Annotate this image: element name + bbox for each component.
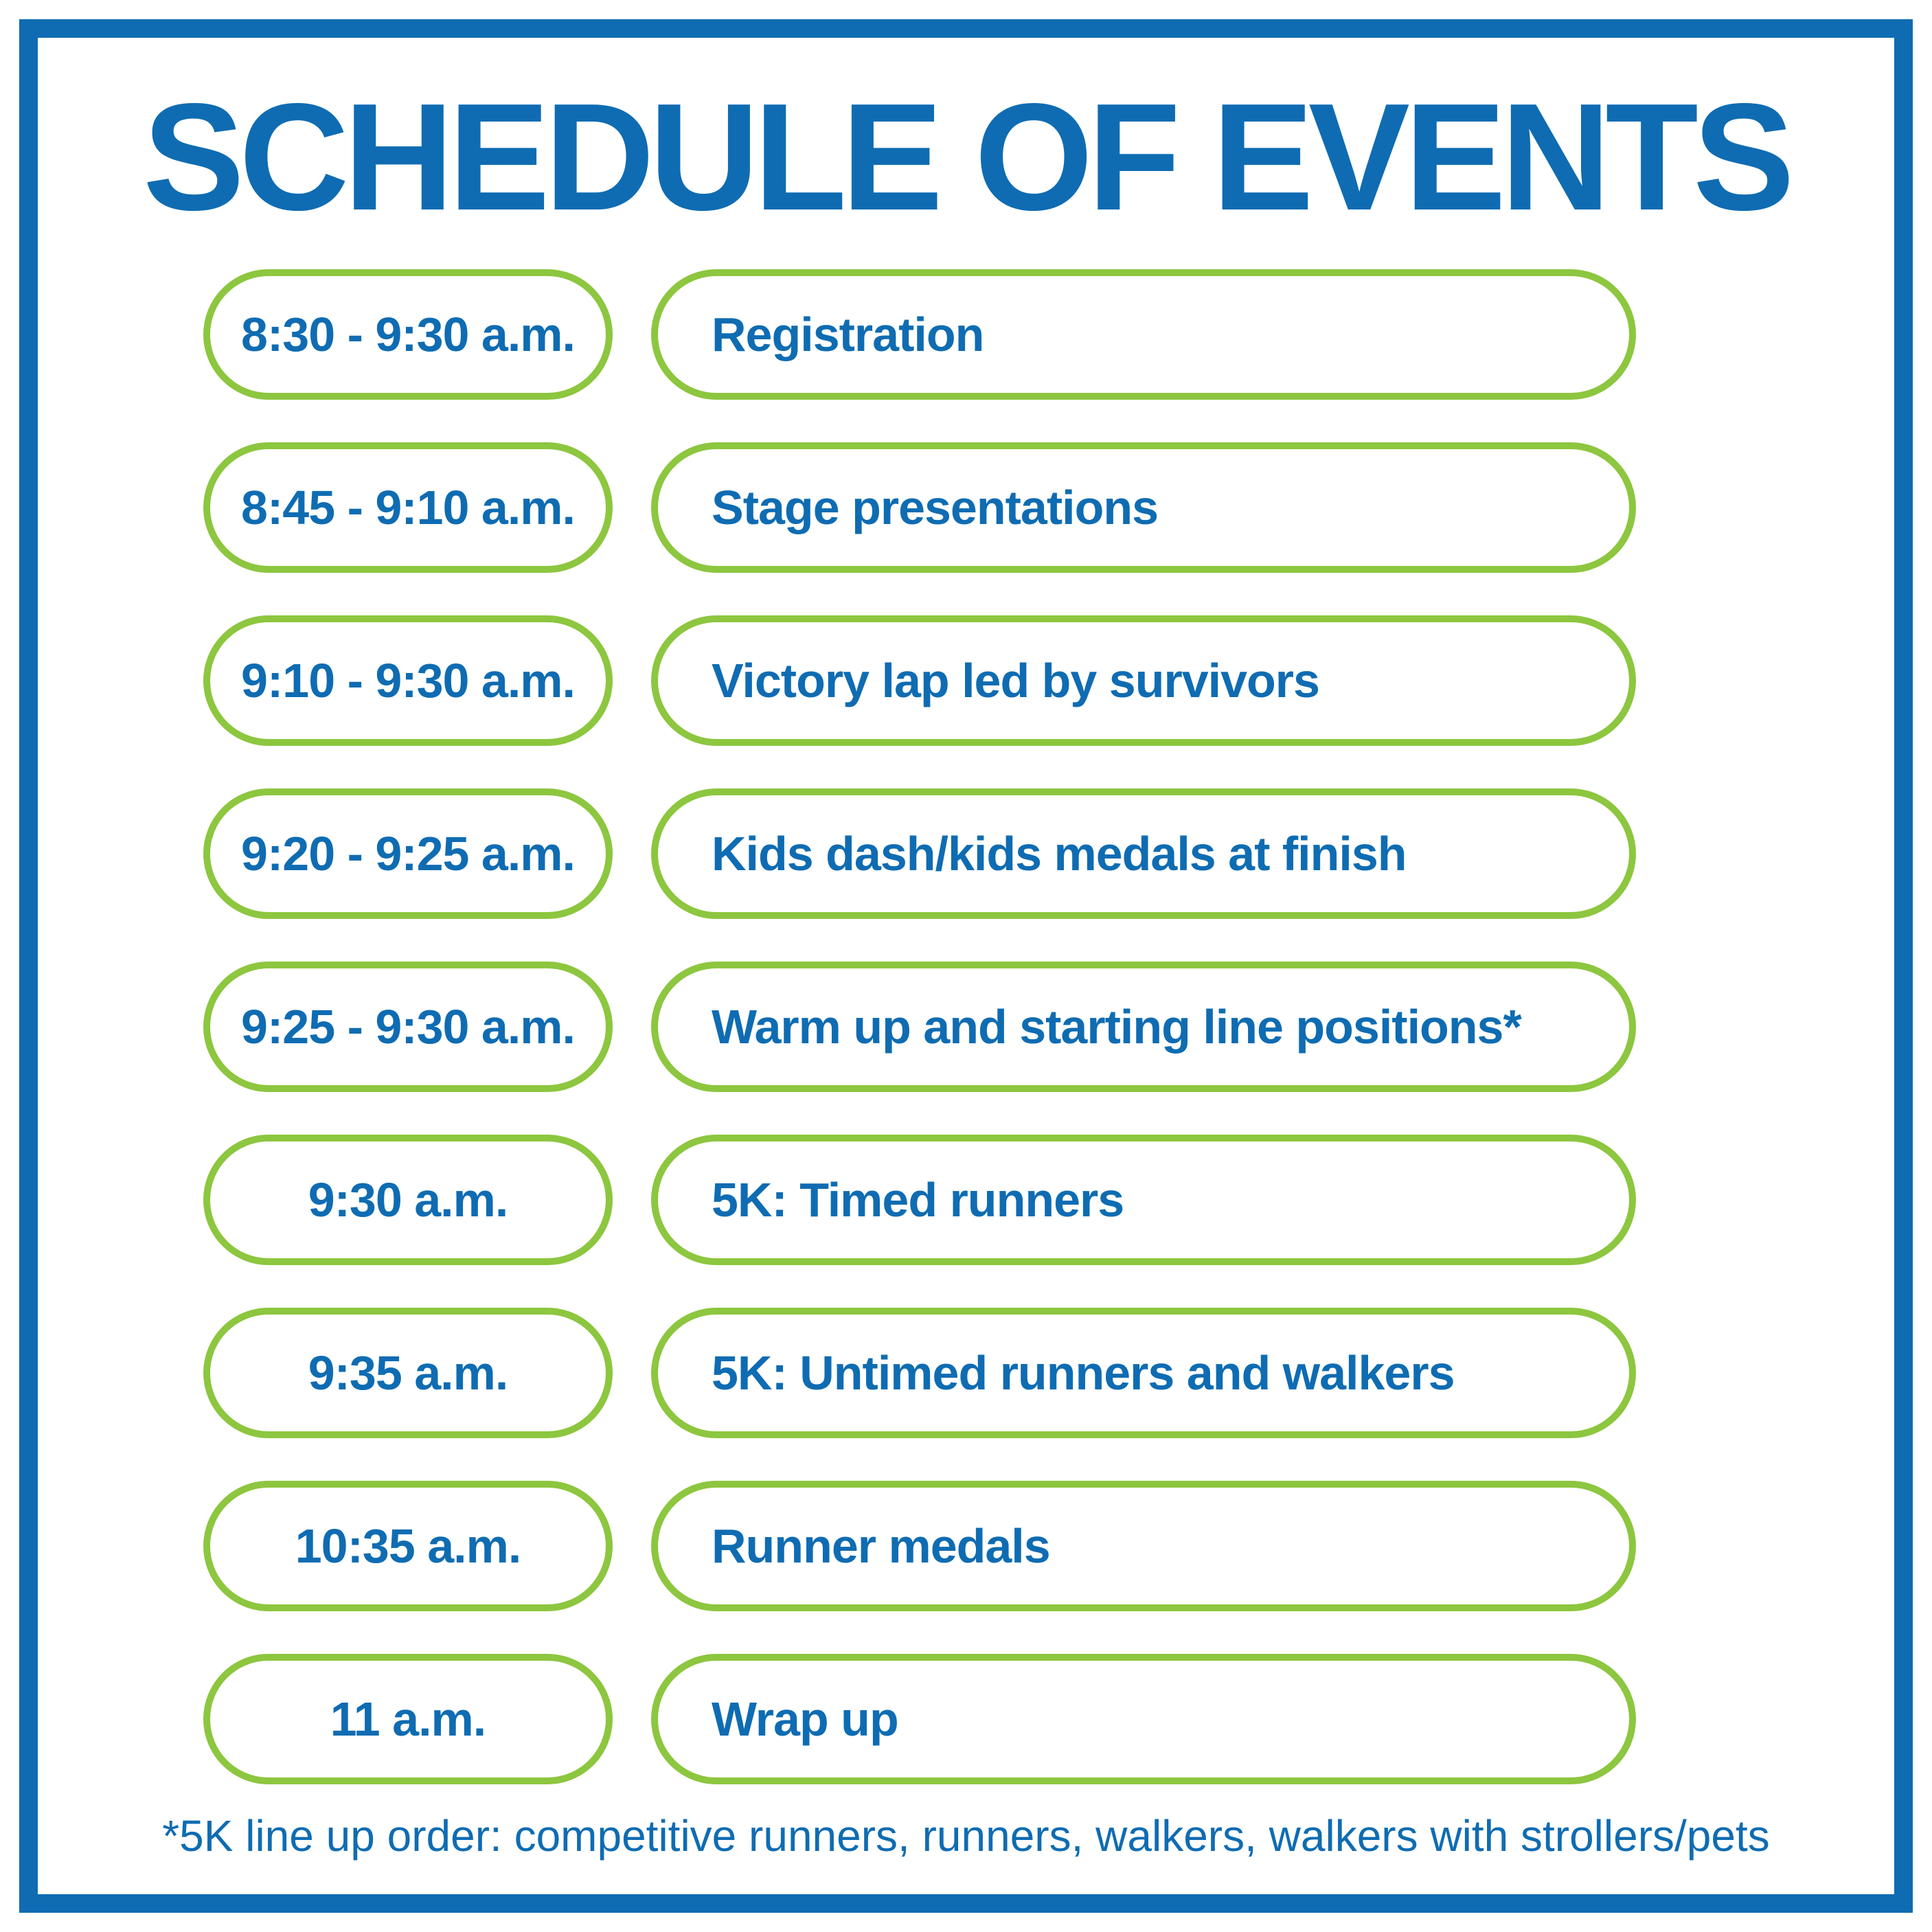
schedule-list [203,269,1636,1827]
time-label: 9:20 - 9:25 a.m. [241,827,575,880]
event-label: Runner medals [712,1519,1050,1573]
time-label: 9:35 a.m. [308,1346,508,1400]
schedule-row [203,1481,1636,1611]
time-pill [203,788,613,919]
time-pill [203,615,613,746]
schedule-row [203,788,1636,919]
event-pill [651,962,1636,1092]
schedule-row [203,1308,1636,1438]
time-label: 9:25 - 9:30 a.m. [241,1000,575,1054]
time-label: 11 a.m. [330,1692,486,1746]
event-pill [651,788,1636,919]
event-label: Registration [712,308,984,361]
schedule-row [203,442,1636,573]
schedule-row [203,962,1636,1092]
time-pill [203,962,613,1092]
schedule-row [203,615,1636,746]
time-label: 8:30 - 9:30 a.m. [241,308,575,361]
time-label: 9:30 a.m. [308,1173,508,1227]
event-label: Kids dash/kids medals at finish [712,827,1407,880]
schedule-row [203,1654,1636,1784]
event-pill [651,1654,1636,1784]
time-pill [203,1308,613,1438]
schedule-row [203,269,1636,400]
event-pill [651,1481,1636,1611]
time-pill [203,1481,613,1611]
event-pill [651,1135,1636,1265]
time-pill [203,442,613,573]
time-pill [203,1654,613,1784]
event-label: Victory lap led by survivors [712,654,1319,707]
time-pill [203,1135,613,1265]
event-label: Warm up and starting line positions* [712,1000,1521,1054]
event-label: Wrap up [712,1692,898,1746]
event-label: 5K: Timed runners [712,1173,1124,1227]
footnote: *5K line up order: competitive runners, runners, walkers, walkers with strollers/pets [162,1811,1770,1861]
time-pill [203,269,613,400]
time-label: 8:45 - 9:10 a.m. [241,481,575,534]
event-pill [651,615,1636,746]
event-label: 5K: Untimed runners and walkers [712,1346,1455,1400]
event-label: Stage presentations [712,481,1159,534]
event-pill [651,269,1636,400]
event-pill [651,442,1636,573]
schedule-row [203,1135,1636,1265]
time-label: 9:10 - 9:30 a.m. [241,654,575,707]
time-label: 10:35 a.m. [295,1519,521,1573]
page-title: SCHEDULE OF EVENTS [143,72,1789,242]
event-pill [651,1308,1636,1438]
